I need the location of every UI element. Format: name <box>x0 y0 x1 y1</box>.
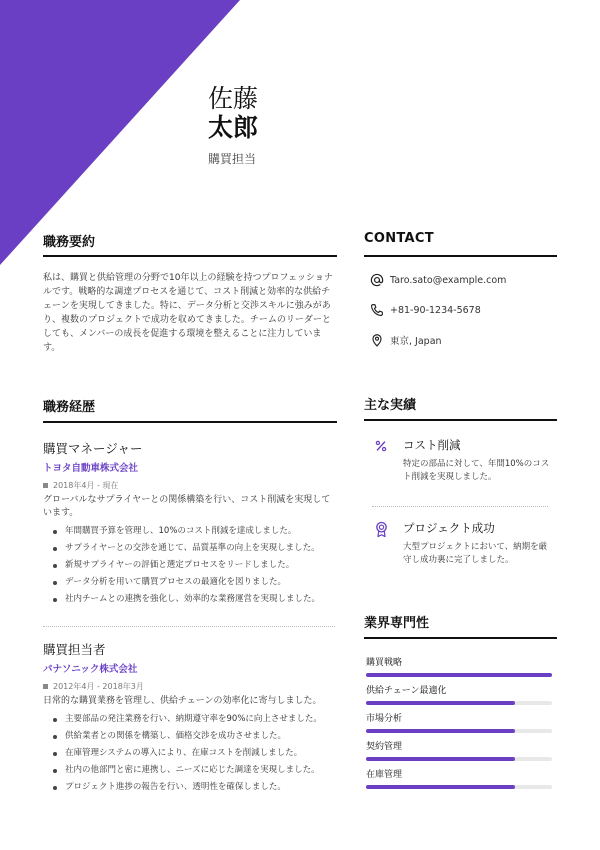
skill-item <box>366 683 552 705</box>
contact-rule <box>364 255 557 257</box>
award-ribbon-icon <box>374 521 389 538</box>
job-title: 購買マネージャー <box>43 441 143 456</box>
experience-rule <box>43 421 337 423</box>
achievements-heading: 主な実績 <box>364 398 417 413</box>
summary-text: 私は、購買と供給管理の分野で10年以上の経験を持つプロフェッショナルです。戦略的な調達プロセスを通じて、コスト削減と効率的な供給チェーンを実現してきました。特に、データ分析と交渉スキルに強みがあり、複数のプロジェクトで成功を収めてきました。チームのリーダーとしても、メンバーの成長を促進する環境を整えることに注力しています。 <box>43 273 333 353</box>
job-dates-text: 2018年4月 - 現在 <box>53 481 119 490</box>
achievements-rule <box>364 419 557 421</box>
skill-bar-fill <box>366 701 515 705</box>
skill-bar-track <box>366 785 552 789</box>
achievement-item <box>370 520 555 567</box>
job-bullet: 新規サプライヤーの評価と選定プロセスをリードしました。 <box>43 557 338 574</box>
job-bullets <box>43 711 338 796</box>
skill-bar-fill <box>366 729 515 733</box>
skills-heading: 業界専門性 <box>364 616 430 631</box>
job-description: グローバルなサプライヤーとの関係構築を行い、コスト削減を実現しています。 <box>43 495 331 518</box>
job-bullet: 社内の他部門と密に連携し、ニーズに応じた調達を実現しました。 <box>43 762 338 779</box>
achievement-title: プロジェクト成功 <box>403 521 495 535</box>
calendar-square-icon <box>43 684 48 689</box>
contact-heading: CONTACT <box>364 231 434 246</box>
achievement-description: 大型プロジェクトにおいて、納期を厳守し成功裏に完了しました。 <box>403 542 548 565</box>
job-bullet: サプライヤーとの交渉を通じて、品質基準の向上を実現しました。 <box>43 540 338 557</box>
skill-item <box>366 739 552 761</box>
skill-bar-fill <box>366 785 515 789</box>
contact-email-row[interactable] <box>370 273 506 287</box>
job-separator <box>43 626 335 627</box>
job-entry <box>43 640 338 796</box>
job-role: 購買担当 <box>208 152 257 166</box>
job-dates <box>43 480 338 491</box>
job-dates-text: 2012年4月 - 2018年3月 <box>53 682 144 691</box>
corner-accent-triangle <box>0 0 240 265</box>
job-bullet: 年間購買予算を管理し、10%のコスト削減を達成しました。 <box>43 523 338 540</box>
job-bullets <box>43 523 338 608</box>
skill-bar-fill <box>366 757 515 761</box>
percent-icon <box>374 439 388 453</box>
at-icon <box>370 273 384 287</box>
skill-label: 市場分析 <box>366 714 403 724</box>
job-bullet: 主要部品の発注業務を行い、納期遵守率を90%に向上させました。 <box>43 711 338 728</box>
phone-icon <box>370 303 384 317</box>
skill-label: 供給チェーン最適化 <box>366 686 447 696</box>
job-company: トヨタ自動車株式会社 <box>43 463 139 474</box>
header <box>208 84 258 167</box>
job-title: 購買担当者 <box>43 642 106 657</box>
summary-heading: 職務要約 <box>43 235 96 250</box>
skill-bar-track <box>366 701 552 705</box>
job-company: パナソニック株式会社 <box>43 664 138 675</box>
skill-label: 購買戦略 <box>366 658 403 668</box>
achievement-title: コスト削減 <box>403 438 461 452</box>
name-first-line: 佐藤 <box>208 84 259 113</box>
job-bullet: 供給業者との関係を構築し、価格交渉を成功させました。 <box>43 728 338 745</box>
summary-rule <box>43 255 337 257</box>
location-pin-icon <box>370 333 384 347</box>
skill-bar-fill <box>366 673 552 677</box>
contact-phone-row[interactable] <box>370 303 481 317</box>
skill-bar-track <box>366 757 552 761</box>
contact-phone[interactable]: +81-90-1234-5678 <box>390 304 481 316</box>
achievement-description: 特定の部品に対して、年間10%のコスト削減を実現しました。 <box>403 459 550 482</box>
name-second-line: 太郎 <box>208 113 259 142</box>
achievement-item <box>370 437 555 484</box>
skill-item <box>366 655 552 677</box>
job-description: 日常的な購買業務を管理し、供給チェーンの効率化に寄与しました。 <box>43 696 322 706</box>
skill-bar-track <box>366 673 552 677</box>
contact-location-row <box>370 333 442 347</box>
achievement-separator <box>372 506 548 507</box>
job-bullet: 社内チームとの連携を強化し、効率的な業務運営を実現しました。 <box>43 591 338 608</box>
job-bullet: 在庫管理システムの導入により、在庫コストを削減しました。 <box>43 745 338 762</box>
contact-email[interactable]: Taro.sato@example.com <box>390 274 507 286</box>
experience-heading: 職務経歴 <box>43 400 96 415</box>
skill-label: 在庫管理 <box>366 770 403 780</box>
calendar-square-icon <box>43 483 48 488</box>
job-dates <box>43 681 338 692</box>
skill-bar-track <box>366 729 552 733</box>
job-entry <box>43 439 338 608</box>
job-bullet: プロジェクト進捗の報告を行い、透明性を確保しました。 <box>43 779 338 796</box>
job-bullet: データ分析を用いて購買プロセスの最適化を図りました。 <box>43 574 338 591</box>
skill-item <box>366 711 552 733</box>
skill-item <box>366 767 552 789</box>
skill-label: 契約管理 <box>366 742 403 752</box>
skills-rule <box>364 637 557 639</box>
contact-location: 東京, Japan <box>390 336 442 347</box>
